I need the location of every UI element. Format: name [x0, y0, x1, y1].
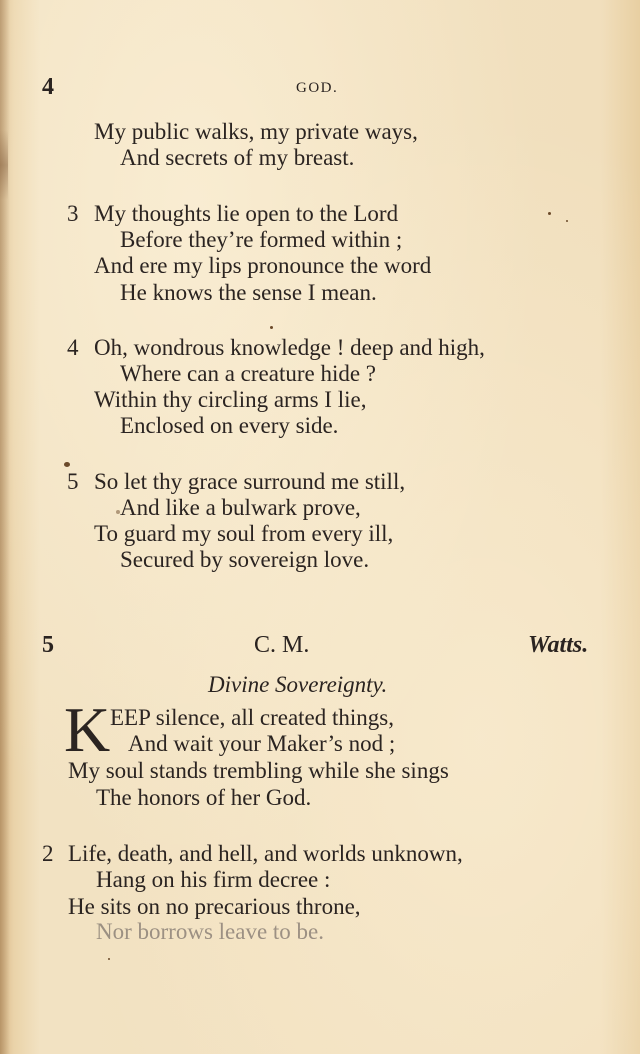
verse-line: And ere my lips pronounce the word	[94, 253, 432, 278]
hymn-meter: C. M.	[254, 632, 310, 658]
verse-line: Enclosed on every side.	[120, 413, 339, 438]
verse-line: He knows the sense I mean.	[120, 280, 377, 305]
verse-line: He sits on no precarious throne,	[68, 894, 361, 919]
verse-line: Life, death, and hell, and worlds unknown,	[68, 841, 463, 866]
stanza-number: 3	[67, 201, 79, 226]
verse-line: My public walks, my private ways,	[94, 119, 418, 144]
running-title: GOD.	[296, 80, 339, 96]
verse-line: Secured by sovereign love.	[120, 547, 370, 572]
verse-line: Hang on his firm decree :	[96, 867, 331, 892]
verse-line: Where can a creature hide ?	[120, 361, 377, 386]
verse-line: So let thy grace surround me still,	[94, 469, 406, 494]
verse-line: And secrets of my breast.	[120, 145, 355, 170]
hymn-subject: Divine Sovereignty.	[208, 672, 388, 697]
verse-line: The honors of her God.	[96, 785, 312, 810]
verse-line: Before they’re formed within ;	[120, 227, 403, 252]
verse-line: EEP silence, all created things,	[110, 705, 394, 730]
paper-speck	[566, 220, 568, 222]
page-stain	[0, 130, 8, 200]
verse-line: Nor borrows leave to be.	[96, 919, 325, 944]
paper-speck	[548, 212, 551, 215]
paper-speck	[270, 326, 273, 329]
page-number: 4	[42, 74, 54, 100]
verse-line: To guard my soul from every ill,	[94, 521, 394, 546]
stanza-number: 2	[42, 841, 54, 866]
verse-line: And wait your Maker’s nod ;	[128, 731, 396, 756]
paper-speck	[108, 958, 110, 960]
verse-line: Oh, wondrous knowledge ! deep and high,	[94, 335, 485, 360]
hymn-number: 5	[42, 632, 54, 658]
verse-line: And like a bulwark prove,	[120, 495, 361, 520]
verse-line: My thoughts lie open to the Lord	[94, 201, 399, 226]
verse-line: Within thy circling arms I lie,	[94, 387, 367, 412]
paper-speck	[64, 462, 70, 467]
verse-line: My soul stands trembling while she sings	[68, 758, 449, 783]
stanza-number: 5	[67, 469, 79, 494]
drop-cap: K	[64, 694, 111, 765]
stanza-number: 4	[67, 335, 79, 360]
hymn-author: Watts.	[528, 632, 589, 658]
